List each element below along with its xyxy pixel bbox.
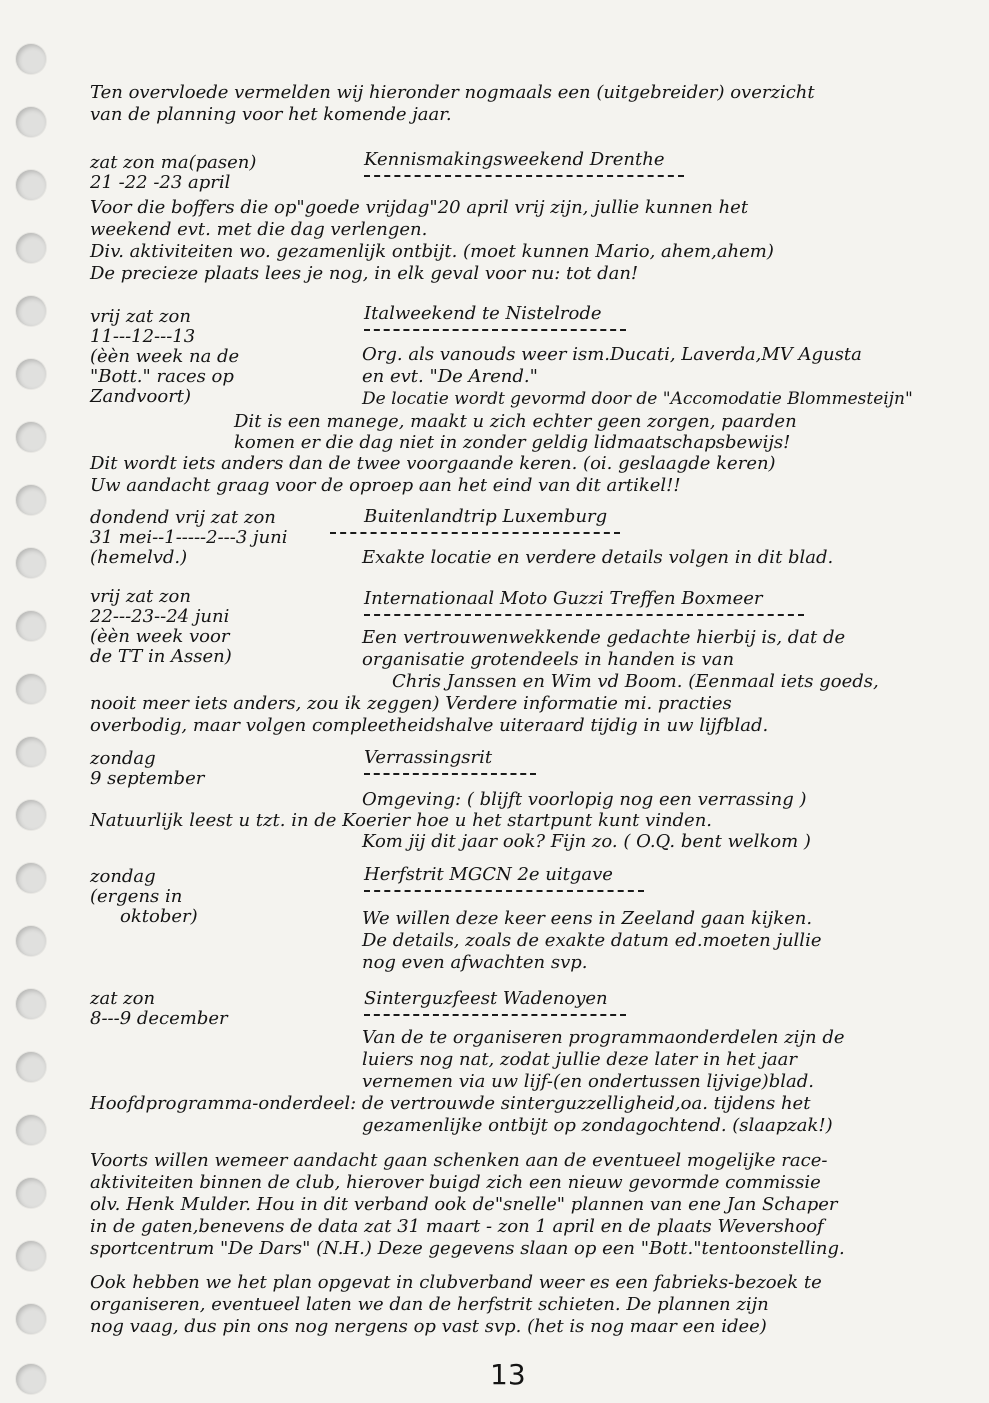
binder-hole: [16, 548, 46, 578]
event-date: vrij zat zon: [90, 586, 191, 607]
event-text: Kom jij dit jaar ook? Fijn zo. ( O.Q. bent welkom ): [362, 831, 811, 852]
event-text: De details, zoals de exakte datum ed.moeten jullie: [362, 930, 822, 951]
event-date: zondag: [90, 866, 156, 887]
event-date: 22---23--24 juni: [90, 606, 230, 627]
binder-hole: [16, 611, 46, 641]
event-date: 31 mei--1-----2---3 juni: [90, 527, 288, 548]
title-underline: [364, 773, 536, 775]
event-title: Sinterguzfeest Wadenoyen: [364, 988, 608, 1009]
binder-hole: [16, 44, 46, 74]
binder-hole: [16, 170, 46, 200]
event-title: Kennismakingsweekend Drenthe: [364, 149, 665, 170]
event-text: Hoofdprogramma-onderdeel: de vertrouwde sinterguzzelligheid,oa. tijdens het: [90, 1093, 811, 1114]
event-text: Omgeving: ( blijft voorlopig nog een verrassing ): [362, 789, 807, 810]
binder-hole: [16, 1115, 46, 1145]
event-date: vrij zat zon: [90, 306, 191, 327]
event-date: 8---9 december: [90, 1008, 228, 1029]
page-number: 13: [490, 1358, 526, 1391]
event-title: Herfstrit MGCN 2e uitgave: [364, 864, 613, 885]
event-text: nooit meer iets anders, zou ik zeggen) Verdere informatie mi. practies: [90, 693, 732, 714]
event-text: De locatie wordt gevormd door de "Accomodatie Blommesteijn": [362, 389, 913, 409]
event-text: Org. als vanouds weer ism.Ducati, Laverda,MV Agusta: [362, 344, 862, 365]
binder-hole: [16, 296, 46, 326]
event-title: Internationaal Moto Guzzi Treffen Boxmeer: [364, 588, 763, 609]
event-text: Uw aandacht graag voor de oproep aan het eind van dit artikel!!: [90, 475, 681, 496]
event-date: zondag: [90, 748, 156, 769]
event-title: Italweekend te Nistelrode: [364, 303, 602, 324]
binder-holes: [16, 44, 48, 1384]
title-underline: [364, 329, 626, 331]
event-date: 11---12---13: [90, 326, 196, 347]
event-date: (èèn week na de: [90, 346, 240, 367]
event-text: Dit is een manege, maakt u zich echter geen zorgen, paarden: [234, 411, 797, 432]
binder-hole: [16, 1364, 46, 1394]
binder-hole: [16, 107, 46, 137]
binder-hole: [16, 422, 46, 452]
title-underline: [364, 1014, 626, 1016]
closing-line: Ook hebben we het plan opgevat in clubverband weer es een fabrieks-bezoek te: [90, 1272, 822, 1293]
closing-line: organiseren, eventueel laten we dan de herfstrit schieten. De plannen zijn: [90, 1294, 769, 1315]
binder-hole: [16, 926, 46, 956]
event-text: Natuurlijk leest u tzt. in de Koerier hoe u het startpunt kunt vinden.: [90, 810, 713, 831]
event-text: De precieze plaats lees je nog, in elk geval voor nu: tot dan!: [90, 263, 639, 284]
event-title: Buitenlandtrip Luxemburg: [364, 506, 608, 527]
event-text: vernemen via uw lijf-(en ondertussen lijvige)blad.: [362, 1071, 814, 1092]
binder-hole: [16, 800, 46, 830]
event-date: (ergens in: [90, 886, 183, 907]
closing-line: sportcentrum "De Dars" (N.H.) Deze gegevens slaan op een "Bott."tentoonstelling.: [90, 1238, 845, 1259]
binder-hole: [16, 737, 46, 767]
event-text: organisatie grotendeels in handen is van: [362, 649, 735, 670]
event-text: Div. aktiviteiten wo. gezamenlijk ontbijt. (moet kunnen Mario, ahem,ahem): [90, 241, 774, 262]
event-text: luiers nog nat, zodat jullie deze later in het jaar: [362, 1049, 797, 1070]
event-date: "Bott." races op: [90, 366, 234, 387]
event-title: Verrassingsrit: [364, 747, 493, 768]
event-date: oktober): [120, 906, 198, 927]
event-date: (hemelvd.): [90, 547, 188, 568]
intro-line: van de planning voor het komende jaar.: [90, 104, 452, 125]
closing-line: Voorts willen wemeer aandacht gaan schenken aan de eventueel mogelijke race-: [90, 1150, 828, 1171]
event-text: Voor die boffers die op"goede vrijdag"20 april vrij zijn, jullie kunnen het: [90, 197, 749, 218]
binder-hole: [16, 1178, 46, 1208]
event-text: Een vertrouwenwekkende gedachte hierbij is, dat de: [362, 627, 846, 648]
binder-hole: [16, 674, 46, 704]
event-date: de TT in Assen): [90, 646, 232, 667]
closing-line: nog vaag, dus pin ons nog nergens op vast svp. (het is nog maar een idee): [90, 1316, 767, 1337]
event-date: 9 september: [90, 768, 205, 789]
event-text: Exakte locatie en verdere details volgen in dit blad.: [362, 547, 834, 568]
title-underline: [364, 175, 684, 177]
title-underline: [364, 890, 644, 892]
binder-hole: [16, 485, 46, 515]
event-text: gezamenlijke ontbijt op zondagochtend. (slaapzak!): [362, 1115, 833, 1136]
event-date: (èèn week voor: [90, 626, 230, 647]
event-text: nog even afwachten svp.: [362, 952, 588, 973]
binder-hole: [16, 1052, 46, 1082]
binder-hole: [16, 359, 46, 389]
event-text: Chris Janssen en Wim vd Boom. (Eenmaal iets goeds,: [392, 671, 879, 692]
binder-hole: [16, 1304, 46, 1334]
event-text: Dit wordt iets anders dan de twee voorgaande keren. (oi. geslaagde keren): [90, 453, 776, 474]
event-date: 21 -22 -23 april: [90, 172, 231, 193]
event-date: dondend vrij zat zon: [90, 507, 276, 528]
binder-hole: [16, 233, 46, 263]
event-date: Zandvoort): [90, 386, 192, 407]
intro-line: Ten overvloede vermelden wij hieronder nogmaals een (uitgebreider) overzicht: [90, 82, 815, 103]
event-date: zat zon: [90, 988, 156, 1009]
event-text: Van de te organiseren programmaonderdelen zijn de: [362, 1027, 845, 1048]
event-text: weekend evt. met die dag verlengen.: [90, 219, 428, 240]
binder-hole: [16, 1241, 46, 1271]
title-underline: [330, 532, 620, 534]
binder-hole: [16, 863, 46, 893]
event-text: overbodig, maar volgen compleetheidshalve uiteraard tijdig in uw lijfblad.: [90, 715, 769, 736]
closing-line: in de gaten,benevens de data zat 31 maart - zon 1 april en de plaats Wevershoof: [90, 1216, 824, 1237]
binder-hole: [16, 989, 46, 1019]
event-text: en evt. "De Arend.": [362, 366, 538, 387]
closing-line: aktiviteiten binnen de club, hierover buigd zich een nieuw gevormde commissie: [90, 1172, 821, 1193]
closing-line: olv. Henk Mulder. Hou in dit verband ook de"snelle" plannen van ene Jan Schaper: [90, 1194, 838, 1215]
event-date: zat zon ma(pasen): [90, 152, 257, 173]
event-text: We willen deze keer eens in Zeeland gaan kijken.: [362, 908, 813, 929]
title-underline: [364, 614, 804, 616]
event-text: komen er die dag niet in zonder geldig lidmaatschapsbewijs!: [234, 432, 791, 453]
